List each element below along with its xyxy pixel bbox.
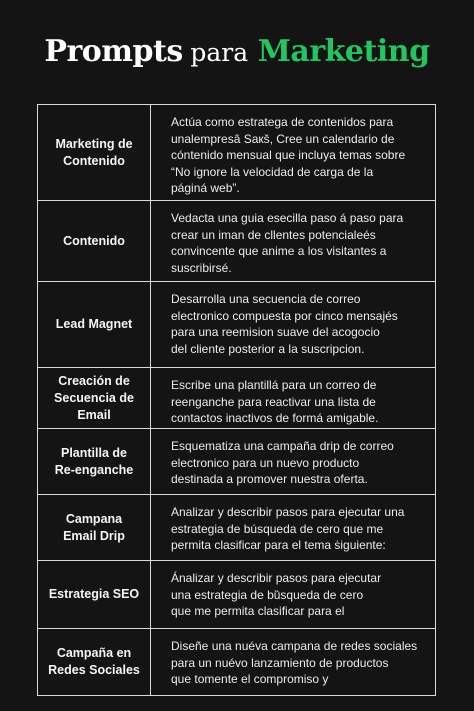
prompt-text-line: para un nuévo lanzamiento de productos <box>171 655 389 670</box>
prompt-text-line: Vedacta una guia esecilla paso á paso para <box>171 211 404 225</box>
prompt-text-line: suscribirsé. <box>171 260 232 275</box>
table-row <box>38 105 435 201</box>
row-category <box>38 105 151 200</box>
row-category <box>38 282 151 367</box>
prompt-text-line: permita clasificar para el tema ṡiguiente: <box>171 538 386 552</box>
category-label-line: Email <box>77 407 111 422</box>
row-category <box>38 629 151 695</box>
table-row <box>38 561 435 629</box>
prompt-text-line: Analizar y describir pasos para ejecutar una <box>171 505 405 519</box>
category-label-line: Estrategia SEO <box>48 587 140 601</box>
title-para: para <box>190 38 249 67</box>
row-prompt <box>151 105 435 200</box>
prompt-text-line: que tomente el compromiso y <box>171 672 329 686</box>
table-row <box>38 368 435 429</box>
prompt-text-line: una estrategia de bȕsqueda de cero <box>171 587 364 602</box>
prompt-text-line: electronico compuesta por cinco mensajés <box>171 308 398 323</box>
prompt-text-line: estrategia de búsqueda de cero que me <box>171 521 384 536</box>
category-label-line: Creación de <box>58 373 130 388</box>
prompt-text-line: Desarrolla una secuencia de correo <box>171 292 361 306</box>
category-label-line: Plantilla de <box>61 445 127 460</box>
prompt-text-line: Actúa como estratega de contenidos para <box>171 115 394 129</box>
category-label <box>55 136 132 170</box>
prompt-text-line: Esquematiza una campaña drip de correo <box>171 439 394 453</box>
prompt-text-line: reenganche para reactivar una lista de <box>171 394 376 409</box>
category-label-line: Contenido <box>63 153 125 168</box>
row-category <box>38 429 151 494</box>
category-label-line: Lead Magnet <box>55 317 133 331</box>
category-label-line: Contenido <box>63 233 125 248</box>
row-category <box>38 368 151 428</box>
prompt-text-line: contactos inactivos de formá amigable. <box>171 411 379 425</box>
row-prompt <box>151 429 435 494</box>
prompts-table <box>37 104 436 696</box>
category-label-line: Secuencia de <box>54 390 134 405</box>
prompt-text-line: páginá web”. <box>171 181 240 195</box>
prompt-text-line: Escribe una plantillá para un correo de <box>171 378 377 392</box>
prompt-text-line: para una reemision suave del acogocio <box>171 325 380 339</box>
category-label-line: Redes Sociales <box>48 663 140 677</box>
prompt-text-line: crear un iman de cllentes potencialeés <box>171 227 376 242</box>
prompt-text-line: destinada a promover nuestra oferta. <box>171 472 368 486</box>
table-row <box>38 629 435 695</box>
table-row <box>38 429 435 495</box>
category-label <box>55 445 134 479</box>
row-category <box>38 495 151 560</box>
prompt-text-line: Diseñe una nuéva campana de redes sociales <box>171 639 418 653</box>
category-label <box>54 373 134 424</box>
category-label <box>56 316 132 333</box>
row-prompt <box>151 368 435 428</box>
prompt-text-line: electronico para un nuevo producto <box>171 455 360 470</box>
category-label-line: Campaña en <box>56 646 132 660</box>
category-label-line: Re-enganche <box>54 462 134 477</box>
category-label <box>63 233 125 250</box>
prompt-text-line: Ánalizar y describir pasos para ejecutar <box>171 571 382 585</box>
category-label <box>49 586 139 603</box>
category-label <box>63 511 125 545</box>
row-prompt <box>151 201 435 281</box>
title-marketing: Marketing <box>257 34 430 69</box>
category-label-line: Email Drip <box>63 528 125 543</box>
prompt-text-line: cóntenido mensual que incluya temas sobre <box>171 148 406 162</box>
prompt-text-line: que me permita clasificar para el <box>171 604 345 618</box>
title-prompts: Prompts <box>44 34 183 69</box>
category-label-line: Marketing de <box>55 136 133 151</box>
row-category <box>38 201 151 281</box>
category-label <box>48 645 140 679</box>
row-category <box>38 561 151 628</box>
row-prompt <box>151 561 435 628</box>
row-prompt <box>151 495 435 560</box>
page-title <box>0 34 474 69</box>
category-label-line: Campana <box>65 511 123 526</box>
row-prompt <box>151 282 435 367</box>
row-prompt <box>151 629 435 695</box>
prompt-text-line: del cliente posterior a la suscripcion. <box>171 341 365 356</box>
table-row <box>38 201 435 282</box>
prompt-text-line: unalempresâ Saкš, Cree un calendario de <box>171 131 395 146</box>
prompt-text-line: “No ignore la velocidad de carga de la <box>171 164 374 179</box>
table-row <box>38 495 435 561</box>
prompt-text-line: convincente que anime a los visitantes a <box>171 244 387 258</box>
table-row <box>38 282 435 368</box>
